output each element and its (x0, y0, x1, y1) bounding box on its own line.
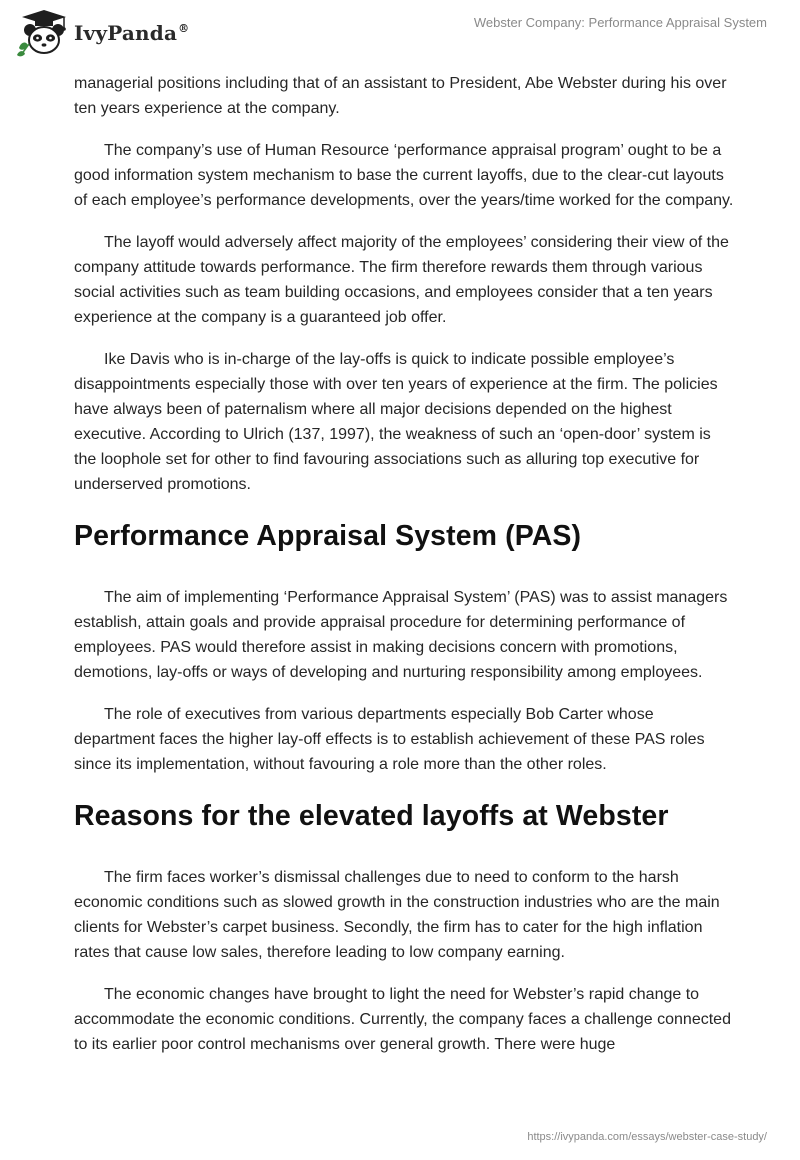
ivypanda-logo[interactable] (14, 8, 189, 58)
document-title: Webster Company: Performance Appraisal System (473, 15, 767, 30)
essay-body (74, 71, 734, 1074)
source-url[interactable]: https://ivypanda.com/essays/webster-case-study/ (527, 1131, 767, 1143)
section-heading-layoffs: Reasons for the elevated layoffs at Webster (74, 800, 669, 832)
paragraph: The company’s use of Human Resource ‘performance appraisal program’ ought to be a good information system mechanism to base the current layoffs, due to the clear-cut layouts of each employee’s performance developments, over the years/time worked for the company. (74, 142, 734, 209)
section-heading-pas: Performance Appraisal System (PAS) (74, 520, 582, 552)
page-header (0, 0, 800, 66)
paragraph: The aim of implementing ‘Performance Appraisal System’ (PAS) was to assist managers establish, attain goals and provide appraisal procedure for determining performance of employees. PAS would therefore assist in making decisions concern with promotions, demotions, lay-offs or ways of developing and nurturing responsibility among employees. (74, 589, 728, 681)
registered-mark: ® (178, 22, 190, 36)
brand-name: IvyPanda® (74, 21, 190, 45)
paragraph: Ike Davis who is in-charge of the lay-offs is quick to indicate possible employee’s disappointments especially those with over ten years of experience at the firm. The policies have always been of paternalism where all major decisions depended on the highest executive. According to Ulrich (137, 1997), the weakness of such an ‘open-door’ system is the loophole set for other to find favouring associations such as alluring top executive for underserved promotions. (74, 351, 718, 493)
panda-graduate-icon (14, 8, 70, 58)
paragraph: The layoff would adversely affect majority of the employees’ considering their view of the company attitude towards performance. The firm therefore rewards them through various social activities such as team building occasions, and employees consider that a ten years experience at the company is a guaranteed job offer. (74, 234, 729, 326)
paragraph: The economic changes have brought to light the need for Webster’s rapid change to accommodate the economic conditions. Currently, the company faces a challenge connected to its earlier poor control mechanisms over general growth. There were huge (74, 986, 731, 1053)
paragraph: managerial positions including that of an assistant to President, Abe Webster during his over ten years experience at the company. (74, 75, 727, 117)
paragraph: The role of executives from various departments especially Bob Carter whose department faces the higher lay-off effects is to establish achievement of these PAS roles since its implementation, without favouring a role more than the other roles. (74, 706, 705, 773)
paragraph: The firm faces worker’s dismissal challenges due to need to conform to the harsh economic conditions such as slowed growth in the construction industries who are the main clients for Webster’s carpet business. Secondly, the firm has to cater for the high inflation rates that cause low sales, therefore leading to low company earning. (74, 869, 720, 961)
